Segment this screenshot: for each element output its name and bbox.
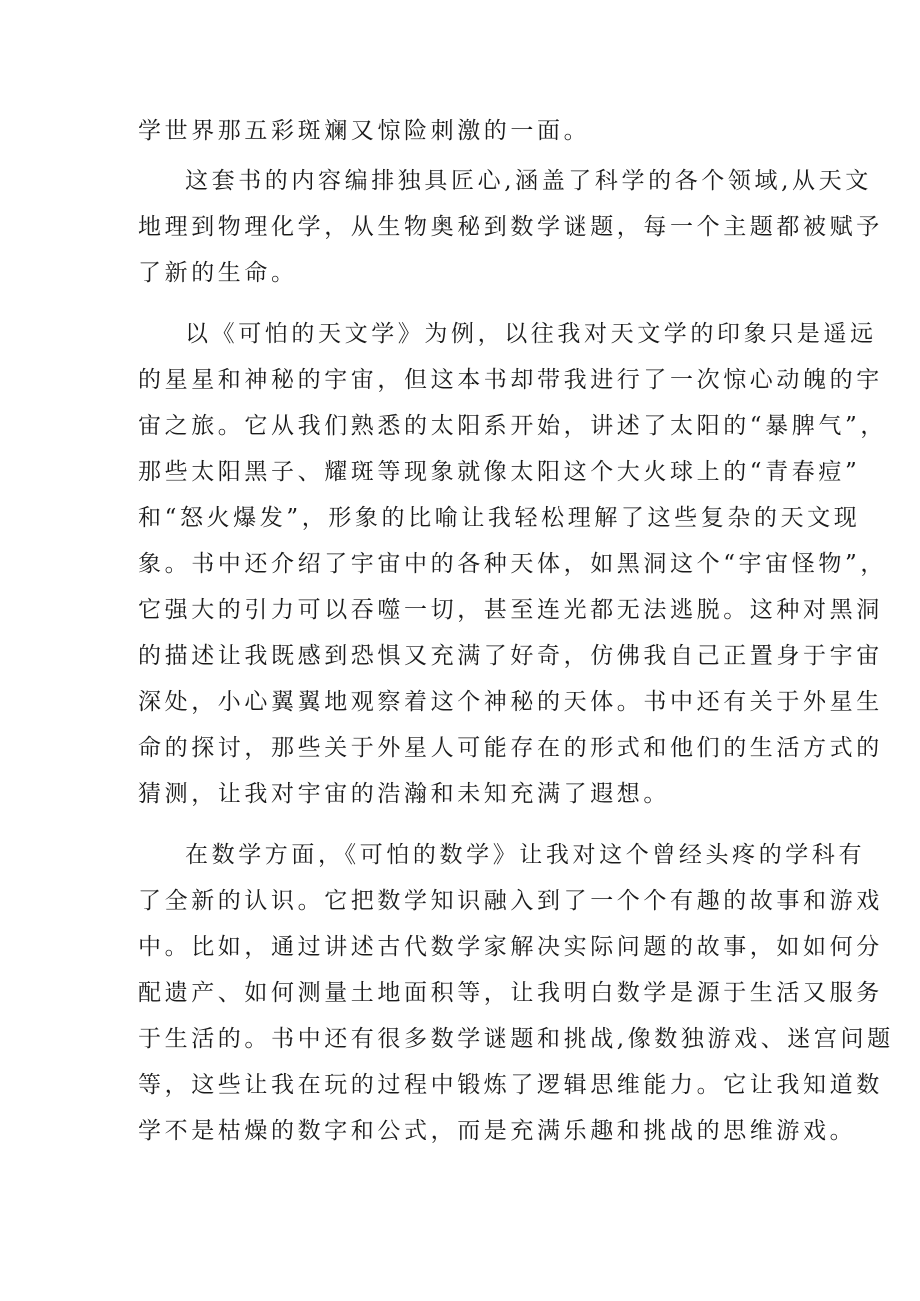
- paragraph-2-line-2: [0, 204, 920, 250]
- paragraph-4-line-2: [0, 878, 920, 924]
- paragraph-3-line-2: [0, 357, 920, 403]
- text-line: 配遗产、如何测量土地面积等，让我明白数学是源于生活又服务: [138, 980, 883, 1006]
- paragraph-3-line-4: [0, 449, 920, 495]
- paragraph-2-line-3: [0, 250, 920, 296]
- text-line: 和“怒火爆发”，形象的比喻让我轻松理解了这些复杂的天文现: [138, 505, 861, 531]
- text-line: 这套书的内容编排独具匠心,涵盖了科学的各个领域,从天文: [185, 168, 872, 194]
- text-line: 它强大的引力可以吞噬一切，甚至连光都无法逃脱。这种对黑洞: [138, 597, 883, 623]
- text-line: 宙之旅。它从我们熟悉的太阳系开始，讲述了太阳的“暴脾气”，: [138, 413, 887, 439]
- paragraph-2-line-1: [0, 158, 920, 204]
- text-line: 深处，小心翼翼地观察着这个神秘的天体。书中还有关于外星生: [138, 689, 883, 715]
- paragraph-3-line-8: [0, 633, 920, 679]
- paragraph-3-line-7: [0, 587, 920, 633]
- text-line: 地理到物理化学，从生物奥秘到数学谜题，每一个主题都被赋予: [138, 214, 883, 240]
- text-line: 了全新的认识。它把数学知识融入到了一个个有趣的故事和游戏: [138, 888, 883, 914]
- paragraph-4-line-7: [0, 1108, 920, 1154]
- paragraph-3-line-3: [0, 403, 920, 449]
- text-line: 了新的生命。: [138, 260, 298, 286]
- text-line: 猜测，让我对宇宙的浩瀚和未知充满了遐想。: [138, 781, 670, 807]
- text-line: 的描述让我既感到恐惧又充满了好奇，仿佛我自己正置身于宇宙: [138, 643, 883, 669]
- text-line: 命的探讨，那些关于外星人可能存在的形式和他们的生活方式的: [138, 735, 883, 761]
- paragraph-3-line-9: [0, 679, 920, 725]
- paragraph-3-line-10: [0, 725, 920, 771]
- text-line: 以《可怕的天文学》为例，以往我对天文学的印象只是遥远: [185, 321, 877, 347]
- paragraph-3-line-1: [0, 311, 920, 357]
- paragraph-4-line-1: [0, 832, 920, 878]
- text-line: 于生活的。书中还有很多数学谜题和挑战,像数独游戏、迷宫问题: [138, 1026, 894, 1052]
- paragraph-3-line-6: [0, 541, 920, 587]
- text-line: 在数学方面，《可怕的数学》让我对这个曾经头疼的学科有: [185, 842, 866, 868]
- text-line: 中。比如，通过讲述古代数学家解决实际问题的故事，如如何分: [138, 934, 883, 960]
- text-line: 的星星和神秘的宇宙，但这本书却带我进行了一次惊心动魄的宇: [138, 367, 883, 393]
- text-line: 那些太阳黑子、耀斑等现象就像太阳这个大火球上的“青春痘”: [138, 459, 861, 485]
- paragraph-4-line-5: [0, 1016, 920, 1062]
- paragraph-3-line-11: [0, 771, 920, 817]
- paragraph-4-line-4: [0, 970, 920, 1016]
- text-line: 象。书中还介绍了宇宙中的各种天体，如黑洞这个“宇宙怪物”，: [138, 551, 887, 577]
- paragraph-4-line-6: [0, 1062, 920, 1108]
- text-line: 学世界那五彩斑斓又惊险刺激的一面。: [138, 118, 591, 144]
- text-line: 学不是枯燥的数字和公式，而是充满乐趣和挑战的思维游戏。: [138, 1118, 857, 1144]
- text-line: 等，这些让我在玩的过程中锻炼了逻辑思维能力。它让我知道数: [138, 1072, 883, 1098]
- paragraph-1-line-1: [0, 108, 920, 154]
- paragraph-4-line-3: [0, 924, 920, 970]
- paragraph-3-line-5: [0, 495, 920, 541]
